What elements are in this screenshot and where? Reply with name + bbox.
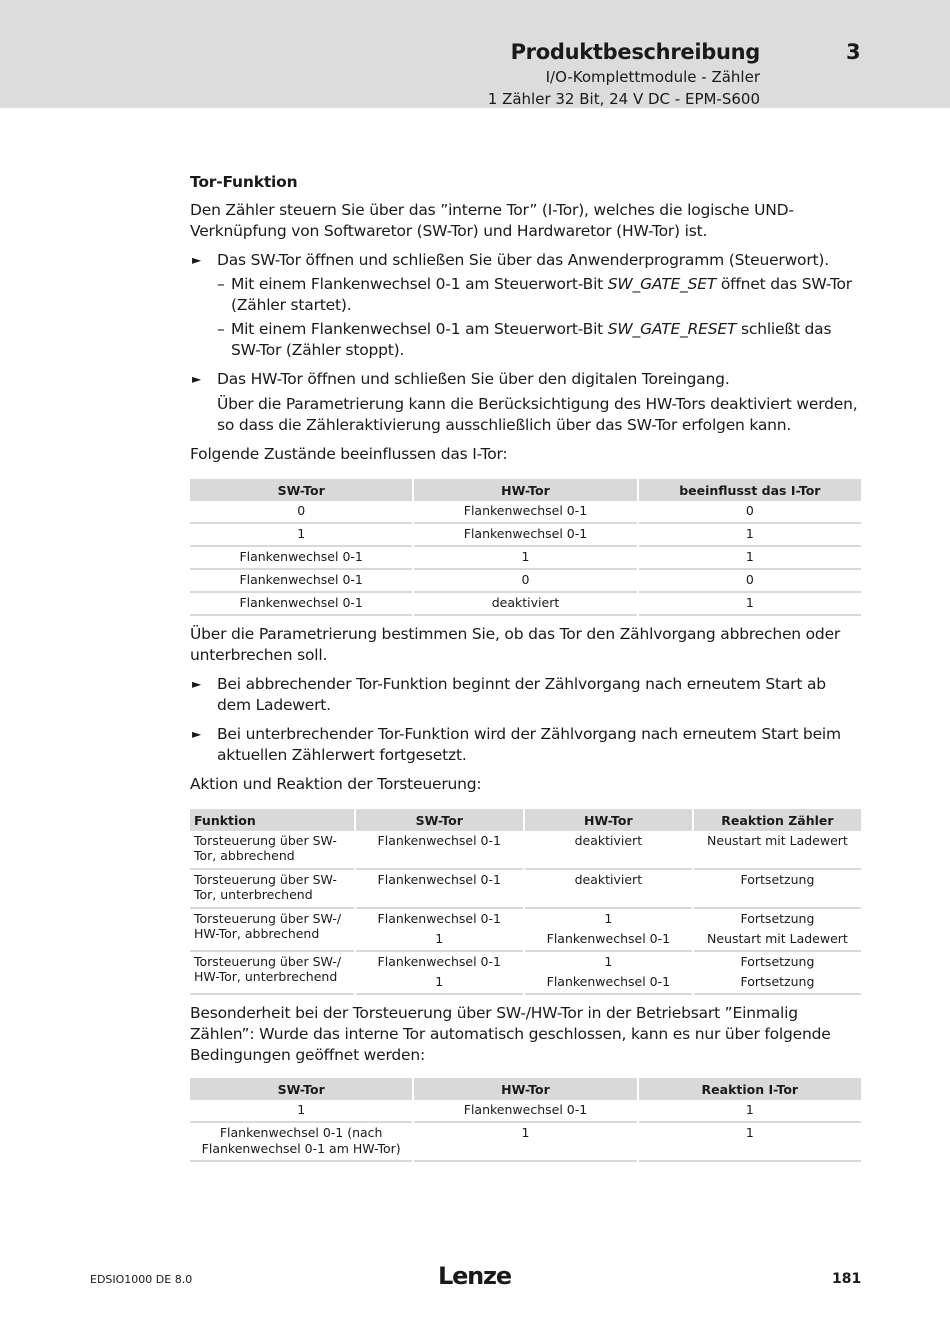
- table-cell: 1: [414, 547, 636, 570]
- page-header: [0, 0, 950, 108]
- table-cell: 0: [639, 501, 861, 524]
- action-reaction-table: [188, 809, 863, 995]
- table-header-row: [190, 809, 861, 831]
- table-cell: Flankenwechsel 0-1: [525, 929, 692, 952]
- column-header: Reaktion I-Tor: [639, 1078, 861, 1100]
- table-cell: Torsteuerung über SW-Tor, abbrechend: [190, 831, 354, 870]
- header-subtitle-1: I/O-Komplettmodule - Zähler: [545, 68, 760, 86]
- table-cell: Flankenwechsel 0-1: [414, 524, 636, 547]
- table-cell: Fortsetzung: [694, 870, 861, 909]
- table-cell: Flankenwechsel 0-1: [377, 911, 501, 926]
- dash-text-post: schließt das SW-Tor (Zähler stoppt).: [231, 320, 832, 359]
- table-cell: 1: [356, 929, 523, 952]
- table-row: [190, 952, 861, 972]
- bullet-arrow-icon: ►: [192, 677, 202, 691]
- table-cell: Fortsetzung: [694, 972, 861, 995]
- table-cell: 1: [639, 1123, 861, 1162]
- column-header: Funktion: [190, 809, 354, 831]
- table-cell: Flankenwechsel 0-1: [190, 570, 412, 593]
- bullet-text: Bei unterbrechender Tor-Funktion wird der Zählvorgang nach erneutem Start beim aktuellen Zählerwert fortgesetzt.: [217, 725, 841, 764]
- document-id: EDSIO1000 DE 8.0: [90, 1273, 193, 1286]
- table-row: [190, 593, 861, 616]
- column-header: HW-Tor: [414, 479, 636, 501]
- dash-mark: –: [217, 275, 225, 293]
- column-header: HW-Tor: [414, 1078, 636, 1100]
- bullet-abbrechend: [190, 674, 861, 716]
- table-cell: Fortsetzung: [740, 911, 815, 926]
- bullet-sub-paragraph: Über die Parametrierung kann die Berücksichtigung des HW-Tors deaktiviert werden, so dass die Zähleraktivierung ausschließlich über das SW-Tor erfolgen kann.: [217, 395, 858, 434]
- table-header-row: [190, 1078, 861, 1100]
- bullet-arrow-icon: ►: [192, 372, 202, 386]
- table-cell: Flankenwechsel 0-1: [190, 593, 412, 616]
- table-cell: Flankenwechsel 0-1: [414, 501, 636, 524]
- dash-text-pre: Mit einem Flankenwechsel 0-1 am Steuerwort-Bit: [231, 320, 608, 338]
- table-cell: Flankenwechsel 0-1: [377, 954, 501, 969]
- table-cell: 0: [414, 570, 636, 593]
- table-cell: 1: [190, 1100, 412, 1123]
- table-cell: deaktiviert: [525, 870, 692, 909]
- paragraph-parametrierung: Über die Parametrierung bestimmen Sie, ob das Tor den Zählvorgang abbrechen oder unterbrechen soll.: [190, 625, 841, 664]
- table1-intro: Folgende Zustände beeinflussen das I-Tor:: [190, 445, 508, 463]
- code-sw-gate-set: SW_GATE_SET: [607, 275, 717, 293]
- table-row: [190, 501, 861, 524]
- table-cell: Flankenwechsel 0-1: [356, 870, 523, 909]
- bullet-text: Das SW-Tor öffnen und schließen Sie über das Anwenderprogramm (Steuerwort).: [217, 251, 829, 269]
- table-cell: 1: [356, 972, 523, 995]
- chapter-number: 3: [846, 40, 861, 64]
- table-cell: Flankenwechsel 0-1: [525, 972, 692, 995]
- header-subtitle-2: 1 Zähler 32 Bit, 24 V DC - EPM-S600: [487, 90, 760, 108]
- column-header: HW-Tor: [525, 809, 692, 831]
- table-row: [190, 909, 861, 929]
- table-row: [190, 870, 861, 909]
- table-cell: Flankenwechsel 0-1: [190, 547, 412, 570]
- table-cell: deaktiviert: [525, 831, 692, 870]
- code-sw-gate-reset: SW_GATE_RESET: [607, 320, 737, 338]
- table-cell: 1: [604, 954, 613, 969]
- table-cell: Flankenwechsel 0-1: [414, 1100, 636, 1123]
- table-row: [190, 1123, 861, 1162]
- table-cell: 1: [190, 524, 412, 547]
- bullet-text: Das HW-Tor öffnen und schließen Sie über den digitalen Toreingang.: [217, 370, 730, 388]
- table-cell: 1: [639, 593, 861, 616]
- bullet-sw-tor: [190, 250, 861, 361]
- table-row: [190, 1100, 861, 1123]
- table-row: [190, 547, 861, 570]
- table-cell: 1: [414, 1123, 636, 1162]
- column-header: SW-Tor: [190, 479, 412, 501]
- table-cell: 1: [639, 1100, 861, 1123]
- column-header: Reaktion Zähler: [694, 809, 861, 831]
- main-content: [190, 172, 861, 1162]
- intro-paragraph: Den Zähler steuern Sie über das ”interne Tor” (I-Tor), welches die logische UND-Verknüpfung von Softwaretor (SW-Tor) und Hardwaretor (HW-Tor) ist.: [190, 201, 794, 240]
- table-cell: Torsteuerung über SW-/ HW-Tor, abbrechend: [190, 909, 354, 952]
- table-cell: Torsteuerung über SW-Tor, unterbrechend: [190, 870, 354, 909]
- table-row: [190, 524, 861, 547]
- column-header: SW-Tor: [356, 809, 523, 831]
- column-header: beeinflusst das I-Tor: [639, 479, 861, 501]
- dash-item-gate-set: [217, 274, 861, 316]
- table-cell: Neustart mit Ladewert: [694, 831, 861, 870]
- dash-mark: –: [217, 320, 225, 338]
- reopen-conditions-table: [188, 1078, 863, 1162]
- table-cell: Neustart mit Ladewert: [694, 929, 861, 952]
- state-table: [188, 479, 863, 616]
- table-cell: 1: [639, 547, 861, 570]
- table2-intro: Aktion und Reaktion der Torsteuerung:: [190, 775, 482, 793]
- table-cell: 1: [604, 911, 613, 926]
- column-header: SW-Tor: [190, 1078, 412, 1100]
- table-cell: 0: [190, 501, 412, 524]
- dash-text-pre: Mit einem Flankenwechsel 0-1 am Steuerwort-Bit: [231, 275, 608, 293]
- table-cell: 1: [639, 524, 861, 547]
- table-cell: Flankenwechsel 0-1: [356, 831, 523, 870]
- table-cell: Fortsetzung: [740, 954, 815, 969]
- table-cell: Flankenwechsel 0-1 (nach Flankenwechsel 0-1 am HW-Tor): [190, 1123, 412, 1162]
- bullet-hw-tor: [190, 369, 861, 436]
- bullet-text: Bei abbrechender Tor-Funktion beginnt der Zählvorgang nach erneutem Start ab dem Ladewert.: [217, 675, 826, 714]
- paragraph-besonderheit: Besonderheit bei der Torsteuerung über SW-/HW-Tor in der Betriebsart ”Einmalig Zählen”: Wurde das interne Tor automatisch geschlossen, kann es nur über folgende Bedingungen geöffnet werden:: [190, 1004, 831, 1064]
- table-row: [190, 831, 861, 870]
- section-heading: Tor-Funktion: [190, 173, 298, 191]
- page-number: 181: [832, 1271, 862, 1287]
- table-header-row: [190, 479, 861, 501]
- table-row: [190, 570, 861, 593]
- table-cell: Torsteuerung über SW-/ HW-Tor, unterbrechend: [190, 952, 354, 995]
- dash-text-post: öffnet das SW-Tor (Zähler startet).: [231, 275, 852, 314]
- lenze-logo: Lenze: [438, 1262, 511, 1290]
- header-title: Produktbeschreibung: [510, 40, 760, 64]
- bullet-arrow-icon: ►: [192, 253, 202, 267]
- table-cell: 0: [639, 570, 861, 593]
- table-cell: deaktiviert: [414, 593, 636, 616]
- bullet-unterbrechend: [190, 724, 861, 766]
- dash-item-gate-reset: [217, 319, 861, 361]
- bullet-arrow-icon: ►: [192, 727, 202, 741]
